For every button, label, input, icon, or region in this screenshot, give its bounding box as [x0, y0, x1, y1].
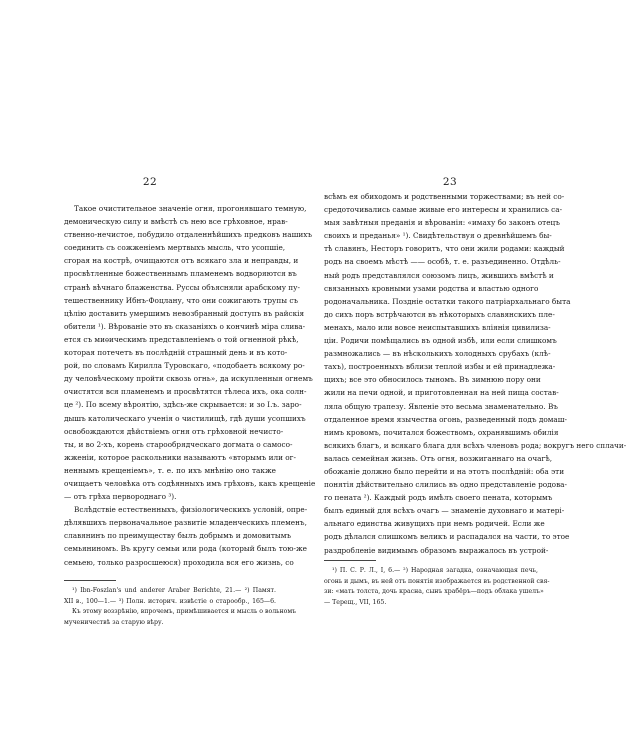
text-line: ду человѣческому пройти сквозь огнь», да искупленныя огнемъ: [64, 374, 313, 384]
text-line: нимъ кровомъ, почитался божествомъ, охранявшимъ обилія: [324, 427, 559, 437]
text-line: славянинъ по преимуществу былъ добрымъ и домовитымъ: [64, 531, 292, 541]
text-line: отдаленное время язычества огонь, разведенный подъ домаш-: [324, 414, 568, 424]
page-number: 22: [142, 176, 158, 188]
text-line: щихъ; все это обносилось тыномъ. Въ зимнюю пору они: [324, 375, 541, 385]
text-line: родоначальника. Поздніе остатки такого патріархальнаго быта: [324, 296, 571, 306]
footnotes: [324, 566, 550, 608]
right-page: [300, 0, 626, 750]
text-line: ляла общую трапезу. Явленіе это весьма знаменательно. Въ: [324, 401, 558, 411]
text-line: обожаніе должно было перейти и на этотъ послѣдній: оба эти: [324, 466, 565, 476]
text-line: альнаго единства живущихъ при немъ родичей. Если же: [324, 519, 545, 529]
text-line: раздробленіе видимымъ образомъ выражалось въ устрой-: [324, 545, 549, 555]
footnote-line: ¹) П. С. Р. Л., I, 6.— ²) Народная загадка, означающая печь,: [332, 567, 538, 574]
footnote-line: — Терещ., VII, 165.: [324, 598, 387, 606]
text-line: семьею, только разросшеюся) проходила вся его жизнь, со: [64, 557, 294, 567]
text-line: ственно-нечистое, побудило отдаленнѣйшихъ предковъ нашихъ: [64, 230, 313, 240]
text-line: Вслѣдствіе естественныхъ, физіологическихъ условій, опре-: [74, 505, 308, 515]
text-line: былъ единый для всѣхъ очагъ — знаменіе духовнаго и матері-: [324, 506, 565, 516]
text-line: родъ дѣлался слишкомъ великъ и распадался на части, то этое: [324, 532, 570, 542]
text-line: семьяниномъ. Въ кругу семьи или рода (который былъ тою-же: [64, 544, 307, 554]
text-line: жили на печи одной, и приготовленная на ней пища состав-: [324, 388, 559, 398]
footnote-rule: [324, 560, 376, 561]
footnote-line: мученичествѣ за старую вѣру.: [64, 618, 164, 626]
text-line: всѣмъ ея обиходомъ и родственными торжествами; въ ней со-: [324, 192, 565, 201]
text-line: размножались — въ нѣсколькихъ холодныхъ срубахъ (клѣ-: [324, 349, 551, 359]
text-line: освобождаются дѣйствіемъ огня отъ грѣховной нечисто-: [64, 426, 284, 436]
footnote-line: ¹) Ibn-Foszlan's und anderer Araber Berichte, 21.— ²) Памят.: [72, 587, 276, 594]
text-line: рой, по словамъ Кирилла Туровскаго, «подобаетъ всякому ро-: [64, 361, 305, 371]
text-line: до сихъ поръ встрѣчаются въ нѣкоторыхъ славянскихъ пле-: [324, 309, 555, 319]
page-body-text: [324, 190, 626, 557]
text-line: ный родъ представлялся союзомъ лицъ, жившихъ вмѣстѣ и: [324, 270, 554, 280]
page-number: 23: [442, 176, 458, 188]
text-line: демоническую силу и вмѣстѣ съ нею все грѣховное, нрав-: [64, 217, 288, 227]
text-line: жженіи, которое раскольники называютъ «вторымъ или ог-: [64, 452, 296, 462]
text-line: тѣ славянъ, Несторъ говоритъ, что они жили родами: каждый: [324, 244, 565, 254]
text-line: сгорая на кострѣ, очищаются отъ всякаго зла и неправды, и: [64, 256, 299, 266]
text-line: ется съ миѳическимъ представленіемъ о той огненной рѣкѣ,: [64, 334, 299, 344]
text-line: неннымъ крещеніемъ», т. е. по ихъ мнѣнію оно также: [64, 465, 276, 475]
footnote-line: зи: «мать толста, дочь красна, сынъ храбёръ—подъ облака ушелъ»: [324, 588, 544, 595]
text-line: своихъ и преданья» ¹). Свидѣтельствуя о древнѣйшемъ бы-: [324, 231, 552, 241]
text-line: которая потечетъ въ послѣдній страшный день и въ кото-: [64, 348, 288, 358]
footnote-line: XII в., 100—1.— ³) Полн. историч. извѣстіе о старообр., 165—6.: [64, 597, 276, 605]
text-line: ты, и во 2-хъ, корень старообрядческаго догмата о самосо-: [64, 439, 293, 449]
text-line: родъ на своемъ мѣстѣ —— особѣ, т. е. разъединенно. Отдѣль-: [324, 257, 561, 267]
text-line: просвѣтленные божественнымъ пламенемъ водворяются въ: [64, 269, 297, 279]
text-line: понятія дѣйствительно слились въ одно представленіе родова-: [324, 480, 567, 490]
text-line: менахъ, мало или вовсе неиспытавшихъ вліянія цивилиза-: [324, 322, 551, 332]
text-line: очищаетъ человѣка отъ содѣянныхъ имъ грѣховъ, какъ крещеніе: [64, 478, 316, 488]
text-line: всякихъ благъ, и всякаго блага для всѣхъ членовъ рода; вокругъ него сплачи-: [324, 440, 626, 450]
text-line: цѣлію доставить умершимъ невозбранный доступъ въ райскія: [64, 308, 305, 318]
text-line: мыя завѣтныя преданія и вѣрованія: «имаху бо законъ отецъ: [324, 218, 560, 228]
text-line: Такое очистительное значеніе огня, прогонявшаго темную,: [74, 204, 307, 213]
text-line: тахъ), построенныхъ вблизи теплой избы и ей принадлежа-: [324, 362, 556, 372]
text-line: дѣлявшихъ первоначальное развитіе младенческихъ племенъ,: [64, 518, 307, 528]
text-line: соединить съ сожженіемъ мертвыхъ мысль, что усопшіе,: [64, 243, 286, 253]
footnote-line: Къ этому воззрѣнію, впрочемъ, примѣшивается и мысль о вольномъ: [72, 608, 297, 615]
text-line: странѣ вѣчнаго блаженства. Руссы объясняли арабскому пу-: [64, 282, 300, 292]
text-line: обители ¹). Вѣрованіе это въ сказаніяхъ о кончинѣ міра слива-: [64, 321, 306, 331]
text-line: дышъ католическаго ученія о чистилищѣ, гдѣ души усопшихъ: [64, 413, 306, 423]
text-line: связанныхъ кровными узами родства и властью одного: [324, 283, 539, 293]
text-line: — отъ грѣха первороднаго ³).: [64, 492, 177, 502]
page-body-text: [64, 202, 316, 569]
text-line: тешественнику Ибнъ-Фоцлану, что они сожигають трупы съ: [64, 295, 299, 305]
text-line: очистятся вся пламенемъ и просвѣтятся тѣлеса ихъ, ока солн-: [64, 387, 307, 397]
text-line: го пената ²). Каждый родъ имѣлъ своего пената, которымъ: [324, 493, 553, 503]
footnote-line: огонь и дымъ, въ ней отъ понятія изображается въ родственной свя-: [324, 577, 550, 585]
text-line: ціи. Родичи помѣщались въ одной избѣ, или если слишкомъ: [324, 336, 557, 346]
text-line: средоточивались самые живые его интересы и хранились са-: [324, 205, 563, 215]
text-line: це ²). По всему вѣроятію, здѣсь-же скрывается: и зо I.ъ. заро-: [64, 400, 302, 410]
footnote-rule: [64, 580, 116, 581]
text-line: валась семейная жизнь. Отъ огня, возжиганнаго на очагѣ,: [324, 453, 553, 463]
footnotes: [64, 586, 297, 628]
